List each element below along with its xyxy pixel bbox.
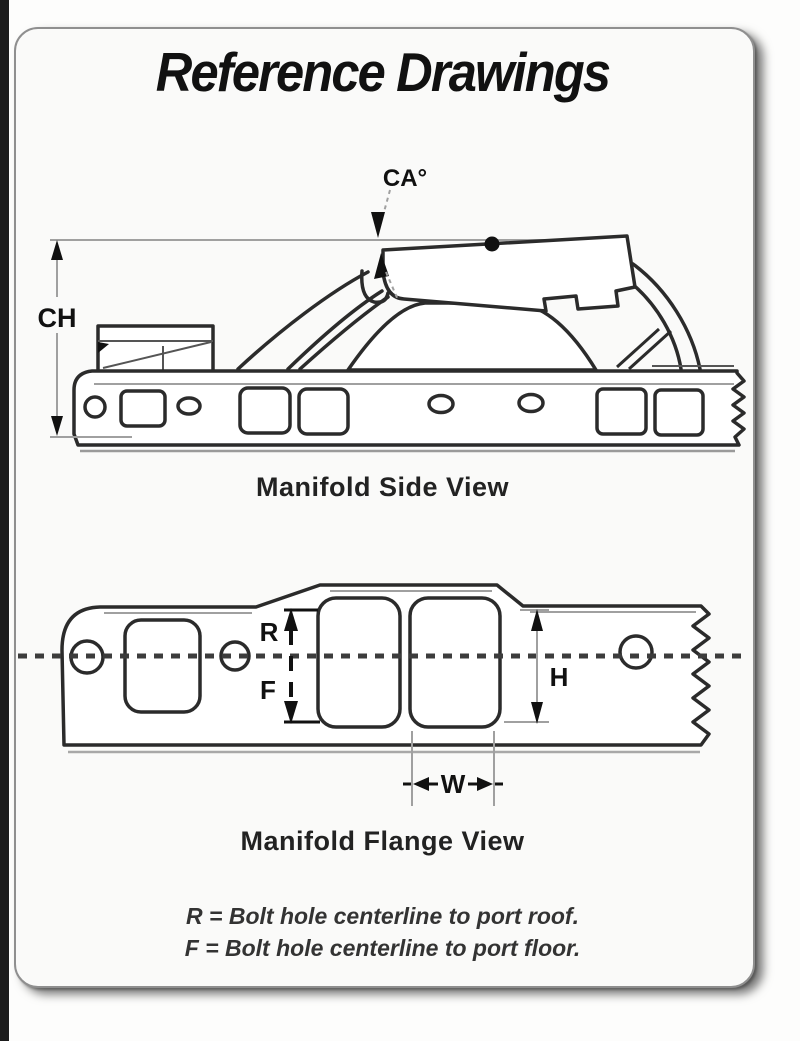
manifold-side-view-drawing — [0, 145, 800, 470]
page-title: Reference Drawings — [155, 41, 610, 103]
w-arrow-left-icon — [413, 777, 429, 791]
ca-angle-label: CA° — [382, 165, 428, 192]
side-view-caption: Manifold Side View — [255, 472, 510, 502]
side-flange-strip — [74, 366, 744, 451]
ch-arrow-down-icon — [51, 416, 63, 436]
flange-view-caption: Manifold Flange View — [240, 826, 525, 856]
legend-line-roof: R = Bolt hole centerline to port roof. — [186, 903, 579, 929]
plenum-dome — [348, 303, 596, 370]
front-boss-block — [98, 326, 213, 372]
dimension-legend — [14, 900, 751, 964]
ch-arrow-up-icon — [51, 240, 63, 260]
f-dimension-label: F — [260, 675, 276, 705]
carb-pad-stud-dot — [485, 237, 500, 252]
h-dimension-label: H — [549, 662, 569, 692]
legend-line-floor: F = Bolt hole centerline to port floor. — [184, 935, 581, 962]
r-dimension-label: R — [259, 617, 279, 647]
w-dimension-label: W — [440, 769, 466, 799]
carb-mounting-pad — [362, 236, 635, 311]
ch-dimension-label: CH — [37, 303, 77, 333]
manifold-flange-view-drawing — [0, 555, 800, 820]
ca-arrow-down-icon — [371, 212, 385, 238]
w-arrow-right-icon — [477, 777, 493, 791]
